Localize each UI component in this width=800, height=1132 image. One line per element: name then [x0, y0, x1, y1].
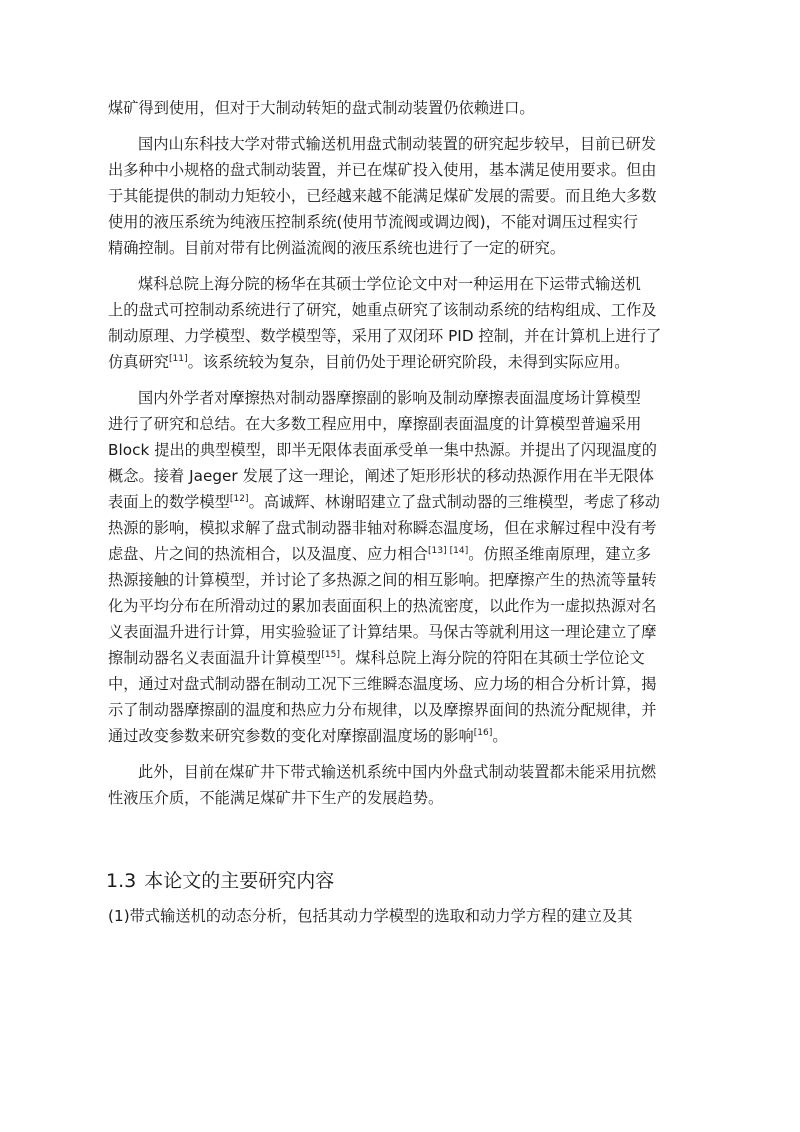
citation: [16] [473, 728, 493, 738]
paragraph-line: 煤矿得到使用，但对于大制动转矩的盘式制动装置仍依赖进口。 [108, 99, 535, 117]
paragraph-line: 义表面温升进行计算，用实验验证了计算结果。马保古等就利用这一理论建立了摩 [108, 623, 657, 641]
paragraph-line: 于其能提供的制动力矩较小，已经越来越不能满足煤矿发展的需要。而且绝大多数 [108, 187, 657, 205]
paragraph-line: 热源的影响，模拟求解了盘式制动器非轴对称瞬态温度场，但在求解过程中没有考 [108, 519, 657, 537]
citation: [13] [14] [428, 546, 469, 556]
paragraph-line: 使用的液压系统为纯液压控制系统(使用节流阀或调边阀)，不能对调压过程实行 [108, 213, 639, 231]
paragraph-line: 上的盘式可控制动系统进行了研究，她重点研究了该制动系统的结构组成、工作及 [108, 301, 657, 319]
paragraph-line: 精确控制。目前对带有比例溢流阀的液压系统也进行了一定的研究。 [108, 239, 566, 257]
paragraph-line: 性液压介质，不能满足煤矿井下生产的发展趋势。 [108, 789, 444, 807]
paragraph-line: 擦制动器名义表面温升计算模型[15]。煤科总院上海分院的符阳在其硕士学位论文 [108, 649, 645, 667]
paragraph-line: 示了制动器摩擦副的温度和热应力分布规律，以及摩擦界面间的热流分配规律，并 [108, 701, 657, 719]
paragraph-line: 进行了研究和总结。在大多数工程应用中，摩擦副表面温度的计算模型普遍采用 [108, 415, 642, 433]
paragraph-line: 国内外学者对摩擦热对制动器摩擦副的影响及制动摩擦表面温度场计算模型 [138, 389, 641, 407]
paragraph-line: 此外，目前在煤矿井下带式输送机系统中国内外盘式制动装置都未能采用抗燃 [138, 763, 657, 781]
paragraph-line: 热源接触的计算模型，并讨论了多热源之间的相互影响。把摩擦产生的热流等量转 [108, 571, 657, 589]
paragraph-line: 中，通过对盘式制动器在制动工况下三维瞬态温度场、应力场的相合分析计算，揭 [108, 675, 657, 693]
paragraph-line: 国内山东科技大学对带式输送机用盘式制动装置的研究起步较早，目前已研发 [138, 135, 657, 153]
paragraph-line: 通过改变参数来研究参数的变化对摩擦副温度场的影响[16]。 [108, 727, 508, 745]
paragraph-line: 仿真研究[11]。该系统较为复杂，目前仍处于理论研究阶段，未得到实际应用。 [108, 353, 630, 371]
paragraph-line: Block 提出的典型模型，即半无限体表面承受单一集中热源。并提出了闪现温度的 [108, 441, 658, 459]
section-title: 本论文的主要研究内容 [144, 870, 335, 892]
citation: [15] [321, 650, 341, 660]
paragraph-line: 概念。接着 Jaeger 发展了这一理论，阐述了矩形形状的移动热源作用在半无限体 [108, 467, 655, 485]
paragraph-line: 煤科总院上海分院的杨华在其硕士学位论文中对一种运用在下运带式输送机 [138, 275, 641, 293]
paragraph-line: 出多种中小规格的盘式制动装置，并已在煤矿投入使用，基本满足使用要求。但由 [108, 161, 657, 179]
paragraph-line: 制动原理、力学模型、数学模型等，采用了双闭环 PID 控制，并在计算机上进行了 [108, 327, 662, 345]
section-heading [106, 868, 334, 894]
section-number: 1.3 [106, 870, 137, 892]
paragraph-line: 虑盘、片之间的热流相合，以及温度、应力相合[13] [14]。仿照圣维南原理，建立多 [108, 545, 652, 563]
citation: [11] [168, 354, 188, 364]
paragraph-line: 化为平均分布在所滑动过的累加表面面积上的热流密度，以此作为一虚拟热源对名 [108, 597, 657, 615]
citation: [12] [229, 494, 249, 504]
paragraph-line: 表面上的数学模型[12]。高诚辉、林谢昭建立了盘式制动器的三维模型，考虑了移动 [108, 493, 661, 511]
list-item: (1)带式输送机的动态分析，包括其动力学模型的选取和动力学方程的建立及其 [108, 907, 633, 925]
